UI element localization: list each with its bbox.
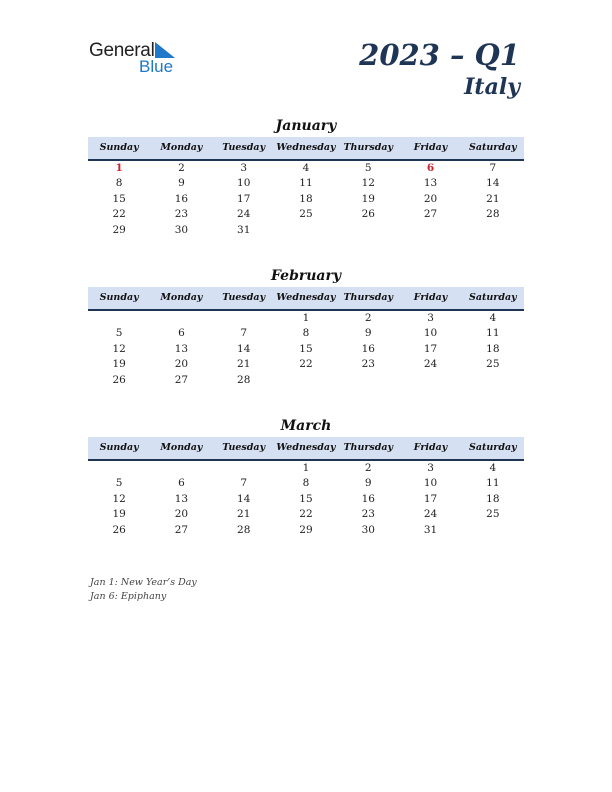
day-cell: 29 bbox=[112, 223, 126, 236]
week-row bbox=[88, 476, 524, 491]
day-cell: 12 bbox=[112, 342, 126, 355]
day-cell: 18 bbox=[486, 342, 500, 355]
day-cell: 26 bbox=[112, 373, 126, 386]
day-cell: 6 bbox=[426, 162, 435, 174]
day-cell: 2 bbox=[364, 312, 372, 324]
weekday-header-row bbox=[88, 437, 524, 461]
weekday-header: Monday bbox=[160, 442, 203, 453]
weekday-header: Monday bbox=[160, 142, 203, 153]
logo bbox=[89, 40, 189, 80]
day-cell: 26 bbox=[361, 208, 375, 221]
day-cell: 24 bbox=[423, 358, 438, 371]
week-row bbox=[88, 192, 524, 207]
day-cell: 7 bbox=[240, 477, 248, 490]
day-cell: 20 bbox=[423, 192, 438, 205]
day-cell: 16 bbox=[174, 192, 189, 205]
day-cell: 10 bbox=[423, 327, 438, 340]
day-cell: 5 bbox=[115, 477, 123, 490]
weekday-header: Tuesday bbox=[222, 292, 266, 303]
day-cell: 7 bbox=[489, 162, 497, 174]
day-cell: 23 bbox=[361, 358, 375, 371]
day-cell bbox=[337, 373, 399, 388]
day-cell: 19 bbox=[112, 508, 126, 521]
week-row bbox=[88, 373, 524, 388]
day-cell: 5 bbox=[364, 162, 372, 174]
day-cell bbox=[337, 223, 399, 238]
day-cell: 5 bbox=[115, 327, 123, 340]
day-cell: 28 bbox=[486, 208, 500, 221]
day-cell: 25 bbox=[486, 358, 500, 371]
page-title: 2023 – Q1 bbox=[359, 38, 520, 72]
week-row bbox=[88, 311, 524, 326]
day-cell: 29 bbox=[299, 523, 313, 536]
day-cell: 26 bbox=[112, 523, 126, 536]
day-cell: 24 bbox=[237, 208, 251, 221]
day-cell: 22 bbox=[299, 358, 313, 371]
day-cell: 7 bbox=[240, 327, 248, 340]
month-calendar-february bbox=[88, 265, 524, 388]
day-cell: 18 bbox=[486, 492, 500, 505]
day-cell: 2 bbox=[178, 162, 185, 174]
week-row bbox=[88, 326, 524, 341]
day-cell bbox=[275, 223, 337, 238]
day-cell: 19 bbox=[112, 358, 126, 371]
day-cell: 3 bbox=[427, 312, 434, 324]
month-name: February bbox=[270, 268, 341, 284]
day-cell: 1 bbox=[115, 162, 123, 174]
day-cell: 18 bbox=[299, 192, 313, 205]
day-cell: 17 bbox=[237, 192, 251, 205]
weekday-header: Tuesday bbox=[222, 142, 266, 153]
day-cell bbox=[213, 311, 275, 326]
day-cell bbox=[462, 373, 524, 388]
day-cell: 23 bbox=[361, 508, 375, 521]
weekday-header: Thursday bbox=[343, 442, 394, 453]
day-cell: 10 bbox=[423, 477, 438, 490]
weekday-header: Friday bbox=[413, 442, 448, 453]
holiday-list bbox=[90, 576, 197, 604]
day-cell: 14 bbox=[237, 492, 251, 505]
day-cell: 16 bbox=[361, 492, 375, 505]
weekday-header: Friday bbox=[413, 142, 448, 153]
week-row bbox=[88, 492, 524, 507]
day-cell: 15 bbox=[299, 492, 313, 505]
logo-general-text: General bbox=[89, 40, 155, 61]
day-cell: 16 bbox=[361, 342, 375, 355]
day-cell bbox=[150, 461, 212, 476]
day-cell: 1 bbox=[302, 312, 310, 324]
weekday-header-row bbox=[88, 137, 524, 161]
day-cell bbox=[213, 461, 275, 476]
day-cell: 31 bbox=[237, 223, 251, 236]
weekday-header: Sunday bbox=[99, 442, 139, 453]
day-cell: 21 bbox=[237, 508, 251, 521]
title-block bbox=[359, 38, 520, 102]
day-cell: 31 bbox=[423, 523, 438, 536]
day-cell: 27 bbox=[423, 208, 438, 221]
day-cell: 3 bbox=[427, 462, 434, 474]
day-cell: 11 bbox=[486, 327, 500, 340]
weekday-header: Friday bbox=[413, 292, 448, 303]
day-cell: 20 bbox=[174, 358, 189, 371]
day-cell: 4 bbox=[489, 462, 497, 474]
weekday-header: Sunday bbox=[99, 292, 139, 303]
day-cell: 12 bbox=[361, 177, 375, 190]
week-row bbox=[88, 507, 524, 522]
day-cell: 13 bbox=[174, 342, 189, 355]
day-cell: 28 bbox=[237, 373, 251, 386]
day-cell: 25 bbox=[299, 208, 313, 221]
weekday-header: Tuesday bbox=[222, 442, 266, 453]
logo-triangle-icon bbox=[155, 42, 175, 58]
day-cell: 2 bbox=[364, 462, 372, 474]
day-cell bbox=[150, 311, 212, 326]
day-cell: 6 bbox=[178, 327, 185, 340]
week-row bbox=[88, 207, 524, 222]
week-row bbox=[88, 357, 524, 372]
day-cell: 22 bbox=[299, 508, 313, 521]
week-row bbox=[88, 161, 524, 176]
week-row bbox=[88, 523, 524, 538]
day-cell: 23 bbox=[174, 208, 189, 221]
day-cell: 8 bbox=[302, 327, 310, 340]
day-cell: 30 bbox=[174, 223, 189, 236]
day-cell: 6 bbox=[178, 477, 185, 490]
month-calendar-january bbox=[88, 115, 524, 238]
day-cell: 13 bbox=[423, 177, 438, 190]
week-row bbox=[88, 461, 524, 476]
weekday-header: Saturday bbox=[469, 292, 517, 303]
day-cell: 30 bbox=[361, 523, 375, 536]
day-cell: 15 bbox=[112, 192, 126, 205]
day-cell: 8 bbox=[302, 477, 310, 490]
day-cell: 28 bbox=[237, 523, 251, 536]
weekday-header: Wednesday bbox=[276, 442, 336, 453]
day-cell: 10 bbox=[237, 177, 251, 190]
month-calendar-march bbox=[88, 415, 524, 538]
day-cell: 14 bbox=[237, 342, 251, 355]
logo-blue-text: Blue bbox=[139, 57, 174, 76]
week-row bbox=[88, 223, 524, 238]
day-cell bbox=[399, 373, 461, 388]
day-cell: 4 bbox=[302, 162, 310, 174]
weekday-header: Monday bbox=[160, 292, 203, 303]
weekday-header: Saturday bbox=[469, 442, 517, 453]
day-cell: 14 bbox=[486, 177, 500, 190]
day-cell: 17 bbox=[423, 342, 438, 355]
day-cell: 4 bbox=[489, 312, 497, 324]
day-cell bbox=[462, 523, 524, 538]
day-cell: 24 bbox=[423, 508, 438, 521]
day-cell: 15 bbox=[299, 342, 313, 355]
weekday-header-row bbox=[88, 287, 524, 311]
day-cell bbox=[399, 223, 461, 238]
day-cell: 12 bbox=[112, 492, 126, 505]
day-cell: 25 bbox=[486, 508, 500, 521]
holiday-item: Jan 1: New Year’s Day bbox=[90, 577, 197, 588]
weekday-header: Thursday bbox=[343, 142, 394, 153]
day-cell bbox=[88, 461, 150, 476]
weekday-header: Wednesday bbox=[276, 142, 336, 153]
day-cell bbox=[462, 223, 524, 238]
weekday-header: Saturday bbox=[469, 142, 517, 153]
week-row bbox=[88, 176, 524, 191]
day-cell: 21 bbox=[237, 358, 251, 371]
day-cell: 21 bbox=[486, 192, 500, 205]
day-cell: 9 bbox=[364, 327, 372, 340]
month-name: March bbox=[280, 418, 332, 434]
day-cell: 9 bbox=[364, 477, 372, 490]
week-row bbox=[88, 342, 524, 357]
day-cell: 9 bbox=[178, 177, 185, 190]
day-cell: 27 bbox=[174, 523, 189, 536]
day-cell bbox=[275, 373, 337, 388]
day-cell bbox=[88, 311, 150, 326]
weekday-header: Wednesday bbox=[276, 292, 336, 303]
day-cell: 19 bbox=[361, 192, 375, 205]
day-cell: 11 bbox=[299, 177, 313, 190]
day-cell: 22 bbox=[112, 208, 126, 221]
day-cell: 11 bbox=[486, 477, 500, 490]
day-cell: 3 bbox=[240, 162, 248, 174]
weekday-header: Thursday bbox=[343, 292, 394, 303]
country-name: Italy bbox=[464, 74, 520, 100]
day-cell: 13 bbox=[174, 492, 189, 505]
day-cell: 20 bbox=[174, 508, 189, 521]
day-cell: 27 bbox=[174, 373, 189, 386]
month-name: January bbox=[275, 118, 337, 134]
day-cell: 17 bbox=[423, 492, 438, 505]
day-cell: 1 bbox=[302, 462, 310, 474]
weekday-header: Sunday bbox=[99, 142, 139, 153]
holiday-item: Jan 6: Epiphany bbox=[90, 591, 167, 602]
day-cell: 8 bbox=[115, 177, 123, 190]
